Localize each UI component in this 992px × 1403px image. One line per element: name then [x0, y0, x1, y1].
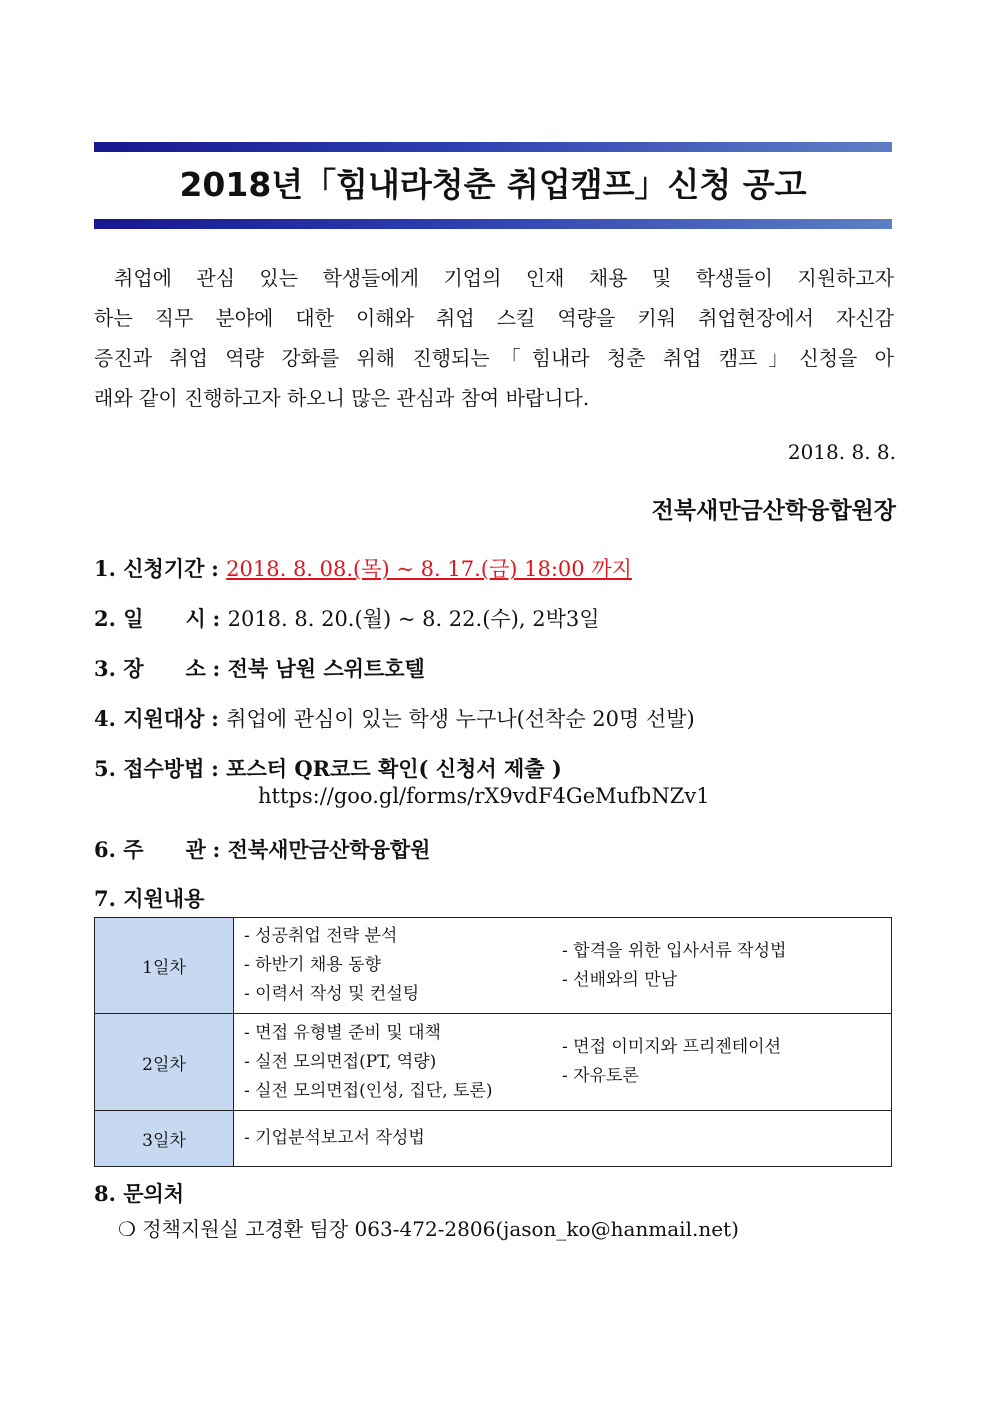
- item-schedule-dates: [94, 603, 600, 633]
- day-cell: 1일차: [95, 918, 234, 1014]
- list-item: - 기업분석보고서 작성법: [244, 1128, 425, 1148]
- content-right: [562, 1033, 781, 1091]
- content-cell: [234, 1014, 892, 1111]
- item-value: 포스터 QR코드 확인( 신청서 제출 ): [226, 756, 562, 781]
- item-value: 2018. 8. 08.(목) ~ 8. 17.(금) 18:00 까지: [226, 557, 632, 581]
- item-label: 8. 문의처: [94, 1181, 185, 1206]
- item-label: 2. 일 시: [94, 606, 206, 631]
- intro-line: 래와 같이 진행하고자 하오니 많은 관심과 참여 바랍니다.: [94, 386, 590, 410]
- list-item: - 성공취업 전략 분석: [244, 926, 398, 946]
- day-cell: 2일차: [95, 1014, 234, 1111]
- content-left: [244, 1019, 562, 1106]
- title-bar-bottom: [94, 219, 892, 229]
- item-label: 6. 주 관: [94, 837, 206, 862]
- list-item: - 이력서 작성 및 컨설팅: [244, 984, 420, 1004]
- item-location: [94, 653, 425, 683]
- item-organizer: [94, 834, 430, 864]
- content-left: [244, 922, 562, 1009]
- item-application-period: [94, 553, 632, 583]
- item-separator: :: [211, 706, 227, 731]
- list-item: - 면접 이미지와 프리젠테이션: [562, 1037, 782, 1057]
- item-value: 2018. 8. 20.(월) ~ 8. 22.(수), 2박3일: [227, 607, 600, 631]
- content-cell: [234, 918, 892, 1014]
- title-bar-top: [94, 142, 892, 152]
- item-label: 5. 접수방법: [94, 756, 205, 781]
- list-item: - 면접 유형별 준비 및 대책: [244, 1022, 441, 1043]
- schedule-table: [94, 917, 892, 1167]
- item-value: 전북 남원 스위트호텔: [227, 656, 425, 681]
- intro-line: 하는 직무 분야에 대한 이해와 취업 스킬 역량을 키워 취업현장에서 자신감: [94, 306, 894, 330]
- item-separator: :: [211, 756, 227, 781]
- list-item: - 실전 모의면접(인성, 집단, 토론): [244, 1080, 493, 1101]
- item-contact: [94, 1178, 184, 1208]
- announcement-date: 2018. 8. 8.: [787, 440, 896, 464]
- intro-paragraph: [94, 258, 894, 418]
- list-item: - 하반기 채용 동향: [244, 955, 381, 975]
- table-row: [95, 1111, 892, 1167]
- item-separator: :: [212, 837, 228, 862]
- item-label: 7. 지원내용: [94, 886, 205, 911]
- list-item: - 합격을 위한 입사서류 작성법: [562, 940, 787, 961]
- content-right: [562, 937, 786, 995]
- intro-line: 취업에 관심 있는 학생들에게 기업의 인재 채용 및 학생들이 지원하고자: [114, 266, 894, 290]
- item-value: 전북새만금산학융합원: [227, 837, 431, 862]
- table-row: [95, 918, 892, 1014]
- item-label: 1. 신청기간: [94, 556, 205, 581]
- content-cell: [234, 1111, 892, 1167]
- list-item: - 선배와의 만남: [562, 969, 678, 990]
- table-row: [95, 1014, 892, 1111]
- item-application-method: [94, 753, 562, 783]
- item-value: 취업에 관심이 있는 학생 누구나(선착순 20명 선발): [226, 707, 695, 731]
- item-label: 4. 지원대상: [94, 706, 205, 731]
- list-item: - 실전 모의면접(PT, 역량): [244, 1051, 437, 1072]
- intro-line: 증진과 취업 역량 강화를 위해 진행되는「힘내라 청춘 취업 캠프」신청을 아: [94, 346, 894, 370]
- page-title: 2018년「힘내라청춘 취업캠프」신청 공고: [179, 165, 807, 204]
- item-label: 3. 장 소: [94, 656, 206, 681]
- item-separator: :: [212, 656, 228, 681]
- organization-name: 전북새만금산학융합원장: [651, 497, 896, 524]
- item-eligibility: [94, 703, 695, 733]
- item-separator: :: [212, 606, 228, 631]
- day-cell: 3일차: [95, 1111, 234, 1167]
- contact-info: ❍ 정책지원실 고경환 팀장 063-472-2806(jason_ko@hanmail.net): [118, 1217, 739, 1241]
- item-support-content: [94, 883, 204, 913]
- application-form-link[interactable]: https://goo.gl/forms/rX9vdF4GeMufbNZv1: [258, 784, 710, 808]
- item-separator: :: [211, 556, 227, 581]
- list-item: - 자유토론: [562, 1066, 639, 1086]
- content-left: [244, 1124, 425, 1153]
